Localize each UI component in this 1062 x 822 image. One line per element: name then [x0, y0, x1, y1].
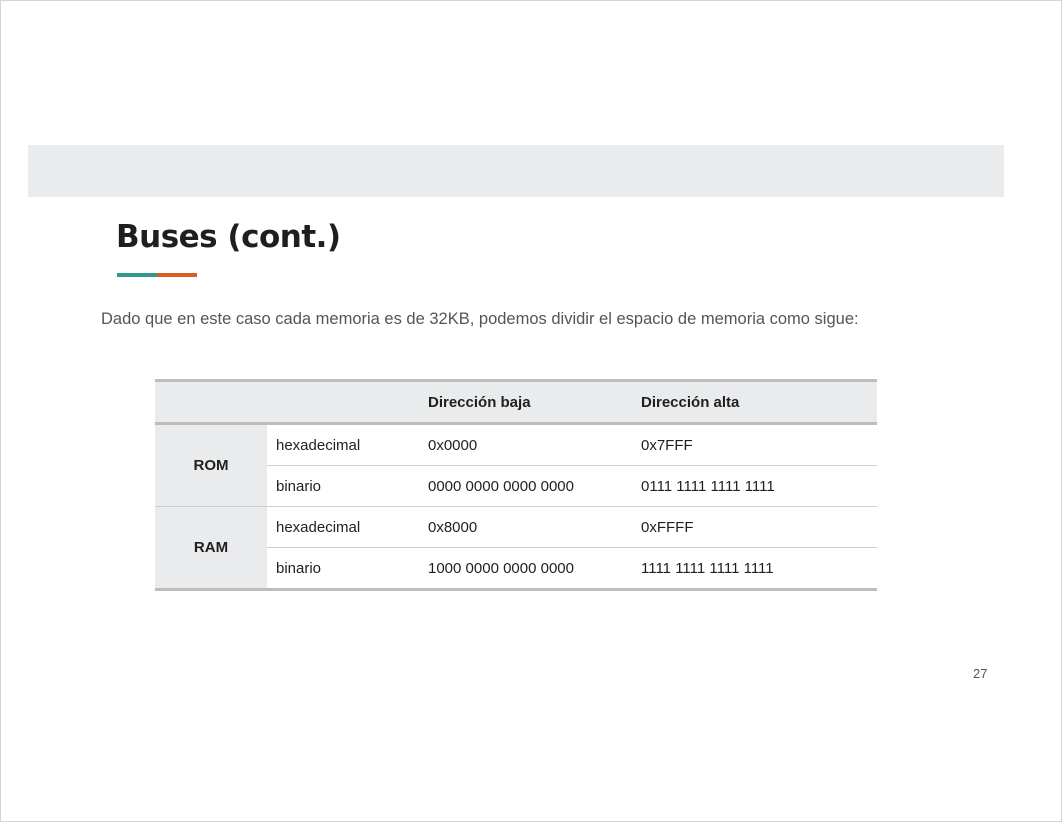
region-cell-rom: ROM	[155, 424, 267, 507]
format-cell: binario	[276, 559, 322, 577]
table-header-row	[155, 381, 877, 424]
title-accent-teal	[117, 273, 157, 277]
header-cell-region	[155, 381, 267, 424]
low-address-cell: 0x8000	[428, 518, 478, 536]
high-address-cell: 1111 1111 1111 1111	[641, 559, 774, 577]
low-address-cell: 0x0000	[428, 436, 478, 454]
low-address-cell: 0000 0000 0000 0000	[428, 477, 574, 495]
high-address-cell: 0xFFFF	[641, 518, 694, 536]
title-accent-orange	[157, 273, 197, 277]
header-cell-format	[267, 381, 419, 424]
header-cell-high-address: Dirección alta	[632, 381, 877, 424]
header-cell-low-address: Dirección baja	[419, 381, 632, 424]
format-cell: hexadecimal	[276, 518, 361, 536]
region-cell-ram: RAM	[155, 507, 267, 590]
header-band	[28, 145, 1004, 197]
table-row	[155, 507, 877, 548]
page-number: 27	[973, 666, 988, 681]
slide-subtitle: Dado que en este caso cada memoria es de 32KB, podemos dividir el espacio de memoria como sigue:	[101, 310, 859, 328]
memory-map-table	[155, 379, 877, 591]
format-cell: binario	[276, 477, 322, 495]
format-cell: hexadecimal	[276, 436, 361, 454]
low-address-cell: 1000 0000 0000 0000	[428, 559, 574, 577]
high-address-cell: 0x7FFF	[641, 436, 693, 454]
table-row	[155, 424, 877, 466]
slide-title: Buses (cont.)	[116, 219, 341, 255]
high-address-cell: 0111 1111 1111 1111	[641, 477, 775, 495]
